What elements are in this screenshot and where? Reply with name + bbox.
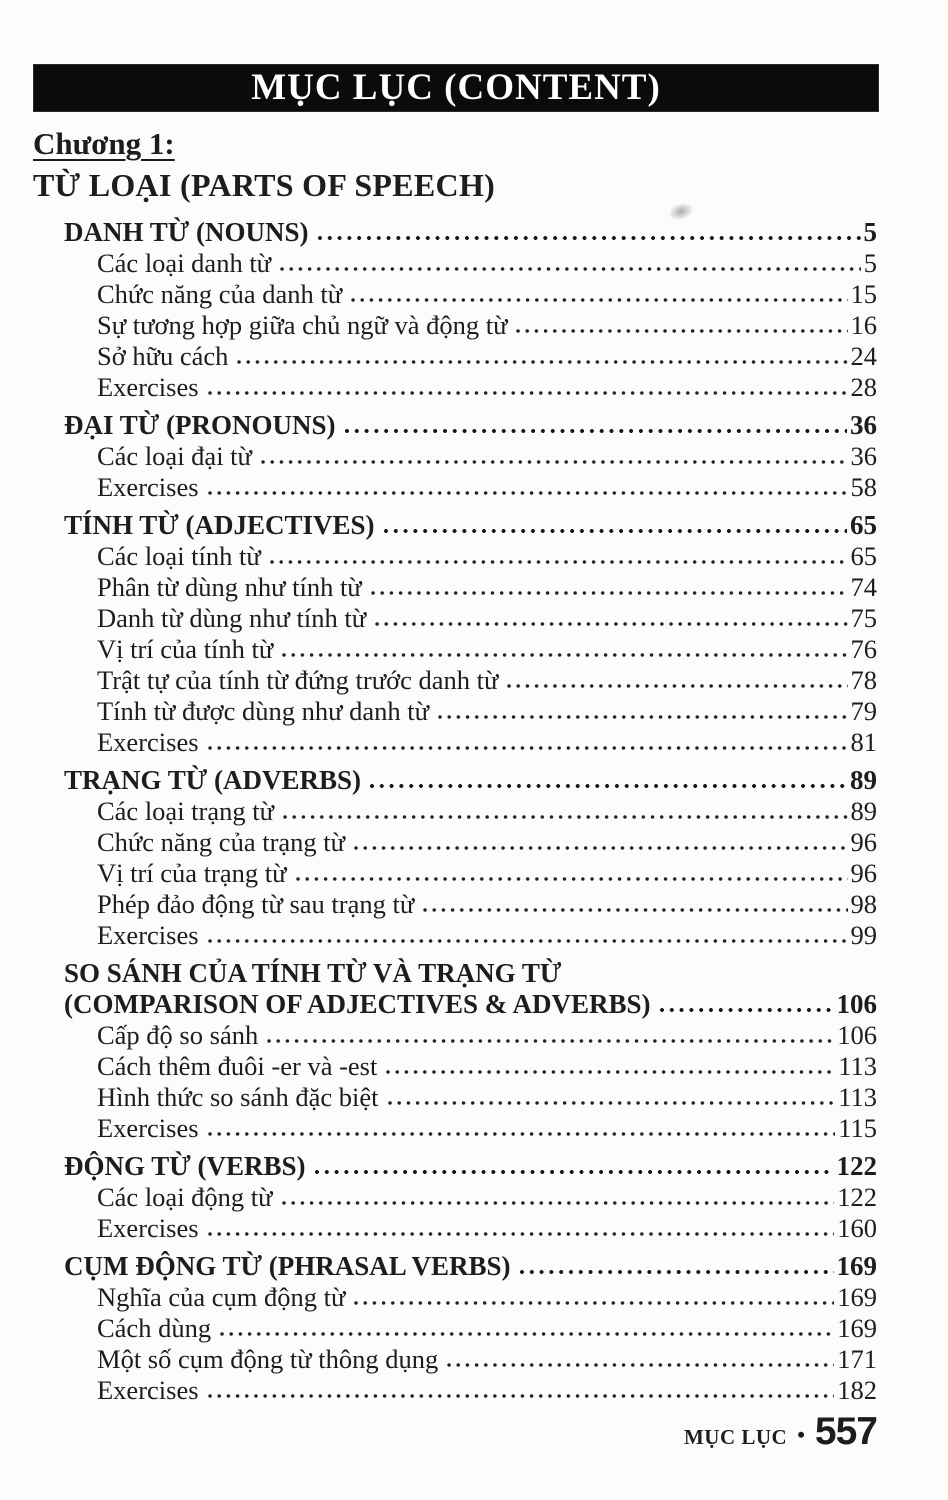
page-number: 115 xyxy=(838,1113,877,1143)
entry-label: Phân từ dùng như tính từ xyxy=(97,572,362,602)
dot-leader xyxy=(207,938,848,944)
page-number: 89 xyxy=(850,796,877,826)
dot-leader xyxy=(207,490,848,496)
page-number: 106 xyxy=(837,1020,877,1050)
toc-section-heading xyxy=(64,1151,877,1182)
page-number: 81 xyxy=(850,727,877,757)
entry-label: Exercises xyxy=(97,372,199,402)
toc-item-row xyxy=(64,472,877,503)
entry-label: Nghĩa của cụm động từ xyxy=(97,1282,346,1312)
dot-leader xyxy=(295,876,848,882)
toc-item-row xyxy=(64,920,877,951)
page-number: 5 xyxy=(863,248,877,278)
toc-section-heading xyxy=(64,510,877,541)
page-number: 169 xyxy=(837,1313,877,1343)
toc-item-row xyxy=(64,1020,877,1051)
dot-leader xyxy=(260,459,848,465)
toc-item-row xyxy=(64,341,877,372)
dot-leader xyxy=(369,783,847,789)
entry-label: Exercises xyxy=(97,472,199,502)
dot-leader xyxy=(350,297,847,303)
entry-label: Cấp độ so sánh xyxy=(97,1020,259,1050)
dot-leader xyxy=(281,1200,835,1206)
toc-item-row xyxy=(64,1375,877,1406)
page-number: 15 xyxy=(850,279,877,309)
toc-section-heading xyxy=(64,958,877,989)
dot-leader xyxy=(383,528,847,534)
entry-label: TRẠNG TỪ (ADVERBS) xyxy=(64,765,362,795)
toc-item-row xyxy=(64,372,877,403)
table-of-contents xyxy=(64,210,877,1406)
page-number: 113 xyxy=(838,1082,877,1112)
page-number: 99 xyxy=(850,920,877,950)
toc-item-row xyxy=(64,1282,877,1313)
page-number: 96 xyxy=(850,827,877,857)
entry-label: Phép đảo động từ sau trạng từ xyxy=(97,889,415,919)
dot-leader xyxy=(279,266,861,272)
page-number: 169 xyxy=(836,1251,877,1281)
page-number: 74 xyxy=(850,572,877,602)
toc-item-row xyxy=(64,1213,877,1244)
dot-leader xyxy=(344,428,847,434)
dot-leader xyxy=(207,1231,835,1237)
toc-section-heading xyxy=(64,765,877,796)
page-number: 171 xyxy=(837,1344,877,1374)
entry-label: ĐẠI TỪ (PRONOUNS) xyxy=(64,410,336,440)
entry-label: Exercises xyxy=(97,1213,199,1243)
page-number: 160 xyxy=(837,1213,877,1243)
dot-leader xyxy=(374,621,847,627)
entry-label: Một số cụm động từ thông dụng xyxy=(97,1344,439,1374)
entry-label: ĐỘNG TỪ (VERBS) xyxy=(64,1151,306,1181)
page-number: 78 xyxy=(850,665,877,695)
page-number: 182 xyxy=(837,1375,877,1405)
entry-label: Danh từ dùng như tính từ xyxy=(97,603,367,633)
page-number: 113 xyxy=(838,1051,877,1081)
toc-item-row xyxy=(64,889,877,920)
content-title-bar xyxy=(33,64,879,112)
dot-leader xyxy=(370,590,848,596)
dot-leader xyxy=(515,328,847,334)
entry-label: Các loại trạng từ xyxy=(97,796,274,826)
toc-section-heading xyxy=(64,410,877,441)
entry-label: Cách dùng xyxy=(97,1313,212,1343)
page-number: 36 xyxy=(850,410,877,440)
toc-item-row xyxy=(64,572,877,603)
toc-item-row xyxy=(64,665,877,696)
page-number: 169 xyxy=(837,1282,877,1312)
dot-leader xyxy=(207,390,848,396)
toc-section-heading xyxy=(64,1251,877,1282)
entry-label: CỤM ĐỘNG TỪ (PHRASAL VERBS) xyxy=(64,1251,511,1281)
toc-item-row xyxy=(64,310,877,341)
toc-item-row xyxy=(64,441,877,472)
toc-item-row xyxy=(64,279,877,310)
dot-leader xyxy=(266,1038,834,1044)
entry-label: Hình thức so sánh đặc biệt xyxy=(97,1082,379,1112)
dot-leader xyxy=(282,814,848,820)
entry-label: SO SÁNH CỦA TÍNH TỪ VÀ TRẠNG TỪ xyxy=(64,958,562,988)
toc-item-row xyxy=(64,727,877,758)
entry-label: Exercises xyxy=(97,727,199,757)
page-number: 65 xyxy=(850,510,877,540)
footer-bullet-separator: • xyxy=(797,1422,805,1447)
dot-leader xyxy=(353,845,847,851)
entry-label: Exercises xyxy=(97,920,199,950)
toc-item-row xyxy=(64,1082,877,1113)
dot-leader xyxy=(519,1269,834,1275)
entry-label: Tính từ được dùng như danh từ xyxy=(97,696,430,726)
toc-section-heading-line2 xyxy=(64,989,877,1020)
entry-label: (COMPARISON OF ADJECTIVES & ADVERBS) xyxy=(64,989,651,1019)
page-number: 5 xyxy=(863,217,877,247)
page-number: 75 xyxy=(850,603,877,633)
page-footer xyxy=(683,1410,877,1453)
toc-item-row xyxy=(64,858,877,889)
page-number: 98 xyxy=(850,889,877,919)
page-number: 122 xyxy=(837,1182,877,1212)
dot-leader xyxy=(207,1131,836,1137)
dot-leader xyxy=(207,745,848,751)
page-number: 76 xyxy=(850,634,877,664)
dot-leader xyxy=(269,559,848,565)
page-number: 36 xyxy=(850,441,877,471)
entry-label: Các loại danh từ xyxy=(97,248,272,278)
page-number: 58 xyxy=(850,472,877,502)
toc-section-heading xyxy=(64,217,877,248)
entry-label: Exercises xyxy=(97,1113,199,1143)
dot-leader xyxy=(659,1007,834,1013)
dot-leader xyxy=(236,359,847,365)
page-number: 79 xyxy=(850,696,877,726)
entry-label: Vị trí của trạng từ xyxy=(97,858,287,888)
toc-item-row xyxy=(64,1344,877,1375)
dot-leader xyxy=(387,1100,836,1106)
page-number: 106 xyxy=(836,989,877,1019)
footer-section-label: MỤC LỤC xyxy=(683,1425,788,1449)
toc-item-row xyxy=(64,796,877,827)
entry-label: Trật tự của tính từ đứng trước danh từ xyxy=(97,665,499,695)
dot-leader xyxy=(281,652,847,658)
toc-item-row xyxy=(64,248,877,279)
entry-label: Các loại tính từ xyxy=(97,541,261,571)
page-number: 65 xyxy=(850,541,877,571)
entry-label: DANH TỪ (NOUNS) xyxy=(64,217,309,247)
page-number: 28 xyxy=(850,372,877,402)
toc-item-row xyxy=(64,696,877,727)
entry-label: Chức năng của trạng từ xyxy=(97,827,346,857)
dot-leader xyxy=(506,683,847,689)
page-number: 16 xyxy=(850,310,877,340)
entry-label: Các loại động từ xyxy=(97,1182,273,1212)
dot-leader xyxy=(437,714,847,720)
toc-item-row xyxy=(64,827,877,858)
dot-leader xyxy=(446,1362,834,1368)
dot-leader xyxy=(353,1300,834,1306)
entry-label: Chức năng của danh từ xyxy=(97,279,343,309)
page-number: 96 xyxy=(850,858,877,888)
entry-label: TÍNH TỪ (ADJECTIVES) xyxy=(64,510,375,540)
page-number: 122 xyxy=(836,1151,877,1181)
toc-item-row xyxy=(64,1051,877,1082)
entry-label: Cách thêm đuôi -er và -est xyxy=(97,1051,378,1081)
dot-leader xyxy=(219,1331,834,1337)
page-number: 89 xyxy=(850,765,877,795)
dot-leader xyxy=(317,235,861,241)
entry-label: Exercises xyxy=(97,1375,199,1405)
toc-item-row xyxy=(64,1313,877,1344)
dot-leader xyxy=(385,1069,835,1075)
toc-item-row xyxy=(64,1182,877,1213)
chapter-number-label: Chương 1: xyxy=(33,126,175,161)
entry-label: Vị trí của tính từ xyxy=(97,634,274,664)
toc-item-row xyxy=(64,541,877,572)
entry-label: Các loại đại từ xyxy=(97,441,252,471)
page-number: 24 xyxy=(850,341,877,371)
toc-item-row xyxy=(64,634,877,665)
footer-page-number: 557 xyxy=(814,1410,877,1453)
toc-item-row xyxy=(64,603,877,634)
chapter-title: TỪ LOẠI (PARTS OF SPEECH) xyxy=(33,167,496,203)
dot-leader xyxy=(314,1169,834,1175)
dot-leader xyxy=(422,907,847,913)
entry-label: Sở hữu cách xyxy=(97,341,229,371)
toc-item-row xyxy=(64,1113,877,1144)
page-title: MỤC LỤC (CONTENT) xyxy=(251,66,661,108)
dot-leader xyxy=(207,1393,835,1399)
entry-label: Sự tương hợp giữa chủ ngữ và động từ xyxy=(97,310,508,340)
